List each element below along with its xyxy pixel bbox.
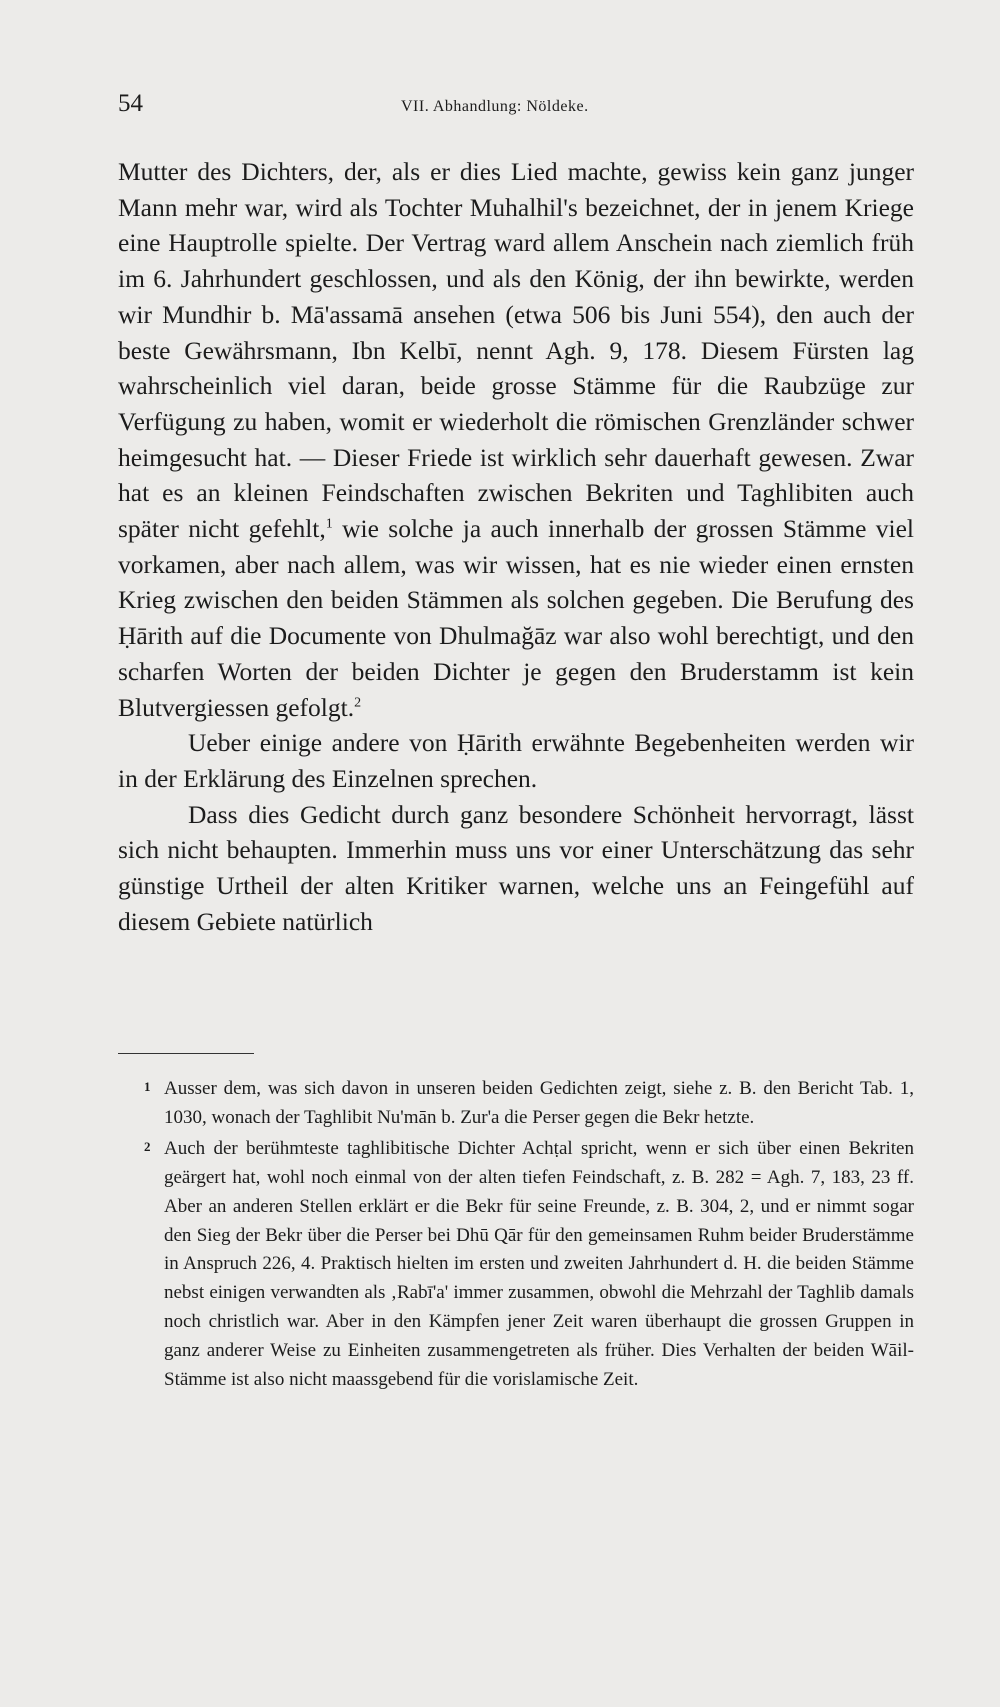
footnote-1-marker: 1 <box>144 1079 151 1094</box>
running-head: VII. Abhandlung: Nöldeke. <box>401 98 589 115</box>
footnotes <box>118 1075 914 1397</box>
footnote-2-marker: 2 <box>144 1138 151 1154</box>
paragraph-2: Ueber einige andere von Ḥārith erwähnte Begebenheiten werden wir in der Erklärung des Einzelnen sprechen. <box>118 728 914 793</box>
paragraph-1-text-b: wie solche ja auch innerhalb der grossen Stämme viel vorkamen, aber nach allem, was wir wissen, hat es nie wieder einen ernsten Krieg zwischen den beiden Stämmen als solchen gegeben. Die Berufung des Ḥārith auf die Documente von Dhulmağāz war also wohl berechtigt, und den scharfen Worten der beiden Dichter je gegen den Bruderstamm ist kein Blutvergiessen gefolgt. <box>118 514 915 722</box>
footnote-ref-1: 1 <box>325 516 333 532</box>
footnote-1-text: Ausser dem, was sich davon in unseren beiden Gedichten zeigt, siehe z. B. den Bericht Tab. 1, 1030, wonach der Taghlibit Nu'mān b. Zur'a die Perser gegen die Bekr hetzte. <box>164 1078 914 1128</box>
page-number: 54 <box>118 90 143 117</box>
footnote-2-text: Auch der berühmteste taghlibitische Dichter Achṭal spricht, wenn er sich über einen Bekriten geärgert hat, wohl noch einmal von der alten tiefen Feindschaft, z. B. 282 = Agh. 7, 183, 23 ff. Aber an anderen Stellen erklärt er die Bekr für seine Freunde, z. B. 304, 2, und er nimmt sogar den Sieg der Bekr über die Perser bei Dhū Qār für den gemeinsamen Ruhm beider Bruderstämme in Anspruch 226, 4. Praktisch hielten im ersten und zweiten Jahrhundert d. H. die beiden Stämme nebst einigen verwandten als ‚Rabī'a' immer zusammen, obwohl die Mehrzahl der Taghlib damals noch christlich war. Aber in den Kämpfen jener Zeit waren überhaupt die grossen Gruppen in ganz anderer Weise zu Einheiten zusammengetreten als früher. Dies Verhalten der beiden Wāil-Stämme ist also nicht maassgebend für die vorislamische Zeit. <box>164 1137 914 1391</box>
footnote-2 <box>118 1135 914 1395</box>
main-text <box>118 154 914 939</box>
paragraph-3: Dass dies Gedicht durch ganz besondere Schönheit hervorragt, lässt sich nicht behaupten. Immerhin muss uns vor einer Unterschätzung das sehr günstige Urtheil der alten Kritiker warnen, welche uns an Feingefühl auf diesem Gebiete natürlich <box>118 799 914 936</box>
paragraph-1-text-a: Mutter des Dichters, der, als er dies Lied machte, gewiss kein ganz junger Mann mehr war, wird als Tochter Muhalhil's bezeichnet, der in jenem Kriege eine Hauptrolle spielte. Der Vertrag ward allem Anschein nach ziemlich früh im 6. Jahrhundert geschlossen, und als den König, der ihn bewirkte, werden wir Mundhir b. Mā'assamā ansehen (etwa 506 bis Juni 554), den auch der beste Gewährsmann, Ibn Kelbī, nennt Agh. 9, 178. Diesem Fürsten lag wahrscheinlich viel daran, beide grosse Stämme für die Raubzüge zur Verfügung zu haben, womit er wiederholt die römischen Grenzländer schwer heimgesucht hat. — Dieser Friede ist wirklich sehr dauerhaft gewesen. Zwar hat es an kleinen Feindschaften zwischen Bekriten und Taghlibiten auch später nicht gefehlt, <box>118 157 914 544</box>
footnote-1 <box>118 1075 914 1133</box>
footnote-ref-2: 2 <box>354 695 362 711</box>
footnote-divider <box>118 1053 254 1054</box>
page-header <box>118 90 918 130</box>
paragraph-1 <box>118 154 914 725</box>
